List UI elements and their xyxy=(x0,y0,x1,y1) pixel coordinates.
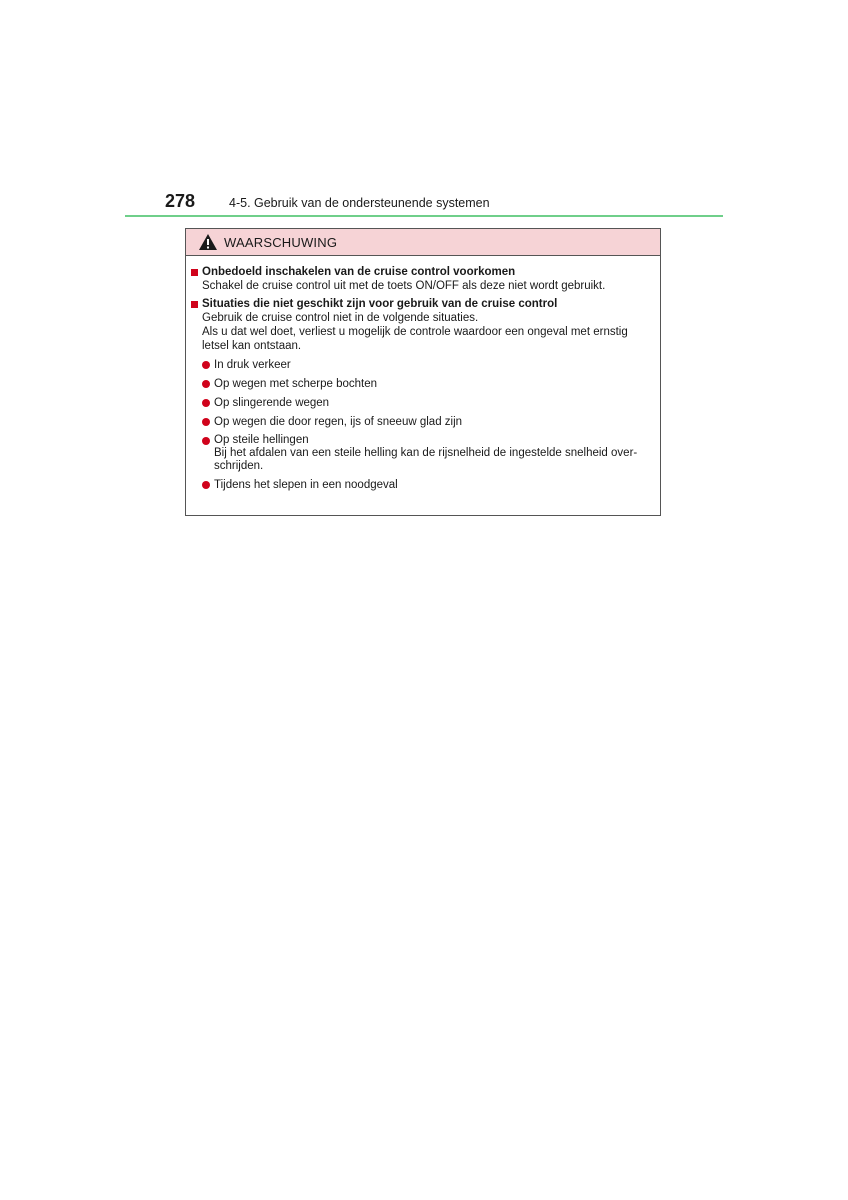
item-heading: Onbedoeld inschakelen van de cruise control voorkomen xyxy=(202,266,516,278)
warning-body xyxy=(186,256,660,492)
warning-item xyxy=(191,297,650,492)
page-number: 278 xyxy=(165,191,196,211)
list-item: Op steile hellingen Bij het afdalen van een steile helling kan de rijsnelheid de ingestelde snelheid over-schrijden. xyxy=(202,434,650,473)
item-text: Gebruik de cruise control niet in de volgende situaties. xyxy=(202,312,479,324)
item-heading: Situaties die niet geschikt zijn voor gebruik van de cruise control xyxy=(202,298,558,310)
section-title: 4-5. Gebruik van de ondersteunende systemen xyxy=(229,196,490,210)
list-item: Op wegen die door regen, ijs of sneeuw glad zijn xyxy=(202,415,650,429)
dot-bullet-icon xyxy=(202,418,210,426)
list-item: Tijdens het slepen in een noodgeval xyxy=(202,478,650,492)
dot-bullet-icon xyxy=(202,399,210,407)
page-header xyxy=(125,190,723,216)
item-text: Als u dat wel doet, verliest u mogelijk de controle waardoor een ongeval met ernstig letsel kan ontstaan. xyxy=(202,326,628,352)
list-item: In druk verkeer xyxy=(202,358,650,372)
list-item: Op slingerende wegen xyxy=(202,396,650,410)
list-item: Op wegen met scherpe bochten xyxy=(202,377,650,391)
warning-triangle-icon xyxy=(198,233,218,251)
dot-bullet-icon xyxy=(202,437,210,445)
dot-bullet-icon xyxy=(202,380,210,388)
dot-bullet-icon xyxy=(202,361,210,369)
warning-header xyxy=(186,229,660,256)
header-divider xyxy=(125,215,723,217)
square-bullet-icon xyxy=(191,269,198,276)
dot-bullet-icon xyxy=(202,481,210,489)
item-text: Schakel de cruise control uit met de toets ON/OFF als deze niet wordt gebruikt. xyxy=(202,280,606,292)
square-bullet-icon xyxy=(191,301,198,308)
warning-box xyxy=(185,228,661,516)
warning-title: WAARSCHUWING xyxy=(224,234,338,250)
bullet-list xyxy=(191,358,650,492)
bullet-note: Bij het afdalen van een steile helling kan de rijsnelheid de ingestelde snelheid over-schrijden. xyxy=(214,447,638,472)
warning-item xyxy=(191,265,650,293)
